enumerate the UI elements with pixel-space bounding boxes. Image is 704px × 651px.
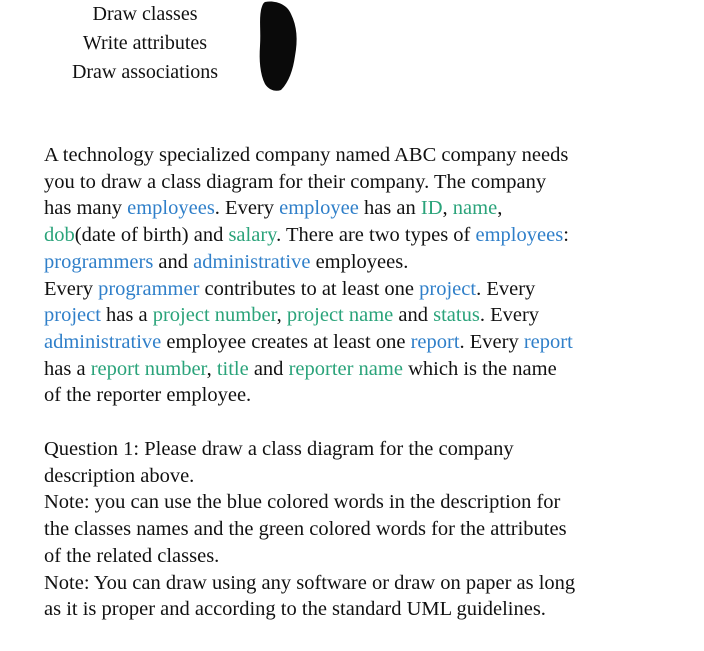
class-word-employee: employee [279, 197, 359, 220]
text: : [563, 224, 569, 247]
text: and [248, 357, 289, 380]
class-word-administrative: administrative [193, 250, 311, 273]
class-word-employees: employees [127, 197, 215, 220]
class-word-administrative: administrative [44, 330, 162, 353]
desc-line-7 [44, 302, 694, 329]
desc-line-5 [44, 249, 694, 276]
text: . Every [479, 304, 540, 327]
question-line-2: description above. [44, 464, 195, 487]
paragraph-gap [44, 409, 694, 436]
instruction-steps [0, 0, 290, 87]
text: has a [44, 357, 91, 380]
text: has a [100, 304, 153, 327]
text: and [153, 250, 194, 273]
desc-line-3 [44, 195, 694, 222]
class-word-programmer: programmer [98, 277, 200, 300]
attr-word-status: status [433, 304, 480, 327]
attr-word-title: title [216, 357, 249, 380]
desc-line-4 [44, 222, 694, 249]
step-write-attributes: Write attributes [82, 32, 208, 54]
text: Every [44, 277, 99, 300]
text: employees. [310, 250, 409, 273]
desc-line-8 [44, 329, 694, 356]
note-line-1: Note: you can use the blue colored words in the description for [44, 491, 561, 514]
desc-line-10: of the reporter employee. [44, 384, 252, 407]
desc-line-1: A technology specialized company named ABC company needs [44, 144, 569, 166]
attr-word-dob: dob [44, 224, 75, 247]
class-word-report: report [523, 330, 573, 353]
desc-line-9 [44, 356, 694, 383]
text: . Every [459, 330, 524, 353]
attr-word-reporter-name: reporter name [288, 357, 403, 380]
redaction-mark [257, 0, 299, 92]
text: contributes to at least one [199, 277, 420, 300]
note-line-5: as it is proper and according to the standard UML guidelines. [44, 598, 546, 621]
text: has an [358, 197, 421, 220]
text: and [393, 304, 434, 327]
desc-line-2: you to draw a class diagram for their company. The company [44, 170, 547, 193]
class-word-report: report [410, 330, 460, 353]
text: . Every [476, 277, 536, 300]
class-word-project: project [419, 277, 477, 300]
attr-word-report-number: report number [90, 357, 207, 380]
text: (date of birth) and [74, 224, 229, 247]
note-line-4: Note: You can draw using any software or draw on paper as long [44, 571, 576, 594]
attr-word-project-name: project name [286, 304, 394, 327]
desc-line-6 [44, 276, 694, 303]
question-line-1: Question 1: Please draw a class diagram for the company [44, 438, 514, 461]
attr-word-name: name [452, 197, 498, 220]
step-draw-associations: Draw associations [71, 61, 219, 83]
text: , [442, 197, 453, 220]
text: , [497, 197, 503, 220]
attr-word-id: ID [420, 197, 443, 220]
text: . There are two types of [276, 224, 476, 247]
class-word-programmers: programmers [44, 250, 154, 273]
class-word-project: project [44, 304, 101, 327]
company-description [44, 142, 694, 623]
text: . Every [214, 197, 280, 220]
note-line-2: the classes names and the green colored words for the attributes [44, 518, 567, 541]
step-draw-classes: Draw classes [92, 3, 198, 25]
text: has many [44, 197, 128, 220]
attr-word-salary: salary [228, 224, 277, 247]
text: employee creates at least one [161, 330, 411, 353]
text: , [276, 304, 287, 327]
text: which is the name [402, 357, 557, 380]
class-word-employees: employees [475, 224, 564, 247]
attr-word-project-number: project number [152, 304, 277, 327]
note-line-3: of the related classes. [44, 544, 220, 567]
text: , [206, 357, 217, 380]
